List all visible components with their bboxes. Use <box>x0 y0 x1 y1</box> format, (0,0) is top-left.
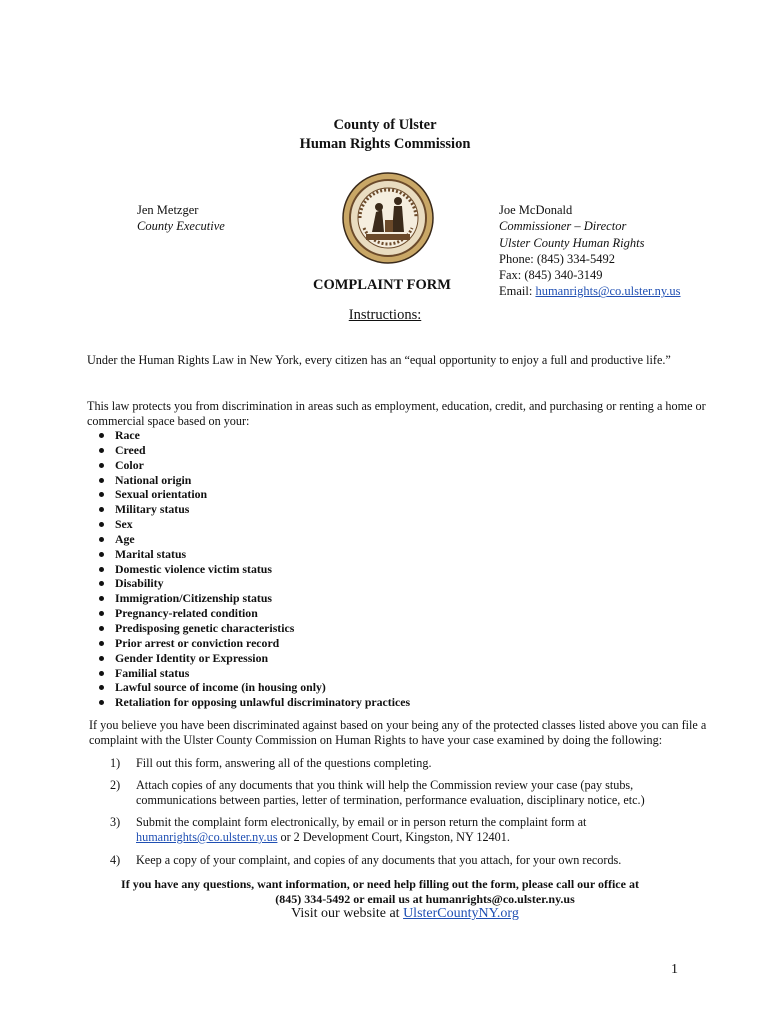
steps-list <box>110 756 710 876</box>
protected-class-item <box>98 666 410 681</box>
protected-class-item <box>98 680 410 695</box>
visit-text: Visit our website at <box>291 906 404 921</box>
director-fax: Fax: (845) 340-3149 <box>499 268 603 283</box>
director-block <box>499 202 681 300</box>
questions-note <box>0 877 770 907</box>
bullet-icon <box>99 700 104 705</box>
bullet-icon <box>99 448 104 453</box>
protected-class-label: Gender Identity or Expression <box>115 650 269 665</box>
protected-class-item <box>98 473 410 488</box>
step-number: 2) <box>110 778 121 792</box>
step-text-post: or 2 Development Court, Kingston, NY 12401. <box>277 830 510 844</box>
protected-class-item <box>98 502 410 517</box>
bullet-icon <box>99 656 104 661</box>
believe-paragraph: If you believe you have been discriminated against based on your being any of the protected classes listed above you can file a complaint with the Ulster County Commission on Human Rights to have your case examined by doing the following: <box>89 718 707 747</box>
document-header <box>0 116 770 154</box>
step-text: Keep a copy of your complaint, and copies of any documents that you attach, for your own records. <box>136 853 622 867</box>
protected-class-item <box>98 532 410 547</box>
protected-class-item <box>98 695 410 710</box>
step-text: Attach copies of any documents that you think will help the Commission review your case (pay stubs, communications between parties, letter of termination, performance evaluation, disciplinary notice, etc.) <box>136 778 645 807</box>
bullet-icon <box>99 626 104 631</box>
director-email-link[interactable]: humanrights@co.ulster.ny.us <box>535 284 681 299</box>
protected-class-item <box>98 487 410 502</box>
protected-class-label: Pregnancy-related condition <box>115 606 258 621</box>
bullet-icon <box>99 433 104 438</box>
bullet-icon <box>99 492 104 497</box>
step-item <box>110 756 690 771</box>
step-text-pre: Submit the complaint form electronically, by email or in person return the complaint form at <box>136 815 587 829</box>
bullet-icon <box>99 522 104 527</box>
protected-classes-list <box>98 428 410 710</box>
protected-class-item <box>98 621 410 636</box>
protected-class-item <box>98 562 410 577</box>
executive-title: County Executive <box>137 219 225 233</box>
director-title: Commissioner – Director <box>499 219 627 234</box>
bullet-icon <box>99 463 104 468</box>
protected-class-item <box>98 636 410 651</box>
protected-class-item <box>98 547 410 562</box>
protects-paragraph: This law protects you from discrimination in areas such as employment, education, credit, and purchasing or renting a home or commercial space based on your: <box>87 399 706 428</box>
bullet-icon <box>99 641 104 646</box>
protected-class-item <box>98 591 410 606</box>
executive-block <box>137 202 225 234</box>
protected-class-label: Marital status <box>115 546 187 561</box>
protected-class-item <box>98 517 410 532</box>
form-title: COMPLAINT FORM <box>313 277 451 293</box>
director-phone: Phone: (845) 334-5492 <box>499 251 615 266</box>
county-seal-icon <box>342 172 434 264</box>
protected-class-label: Lawful source of income (in housing only) <box>115 680 326 695</box>
bullet-icon <box>99 581 104 586</box>
protected-class-label: Familial status <box>115 665 190 680</box>
bullet-icon <box>99 596 104 601</box>
step-text: Fill out this form, answering all of the questions completing. <box>136 756 432 770</box>
bullet-icon <box>99 552 104 557</box>
step-item <box>110 778 690 808</box>
protected-class-item <box>98 428 410 443</box>
step-item <box>110 853 690 868</box>
protected-class-label: Creed <box>115 442 146 457</box>
protected-class-item <box>98 651 410 666</box>
commission-name: Human Rights Commission <box>299 136 471 152</box>
protected-class-label: National origin <box>115 472 192 487</box>
step-email-link[interactable]: humanrights@co.ulster.ny.us <box>136 830 278 844</box>
website-link[interactable]: UlsterCountyNY.org <box>403 906 519 921</box>
step-text <box>136 815 690 845</box>
bullet-icon <box>99 537 104 542</box>
protected-class-label: Sex <box>115 517 133 532</box>
protected-class-label: Sexual orientation <box>115 487 208 502</box>
director-name: Joe McDonald <box>499 203 573 217</box>
protected-class-label: Predisposing genetic characteristics <box>115 620 295 635</box>
bullet-icon <box>99 567 104 572</box>
protected-class-item <box>98 443 410 458</box>
protected-class-label: Prior arrest or conviction record <box>115 635 280 650</box>
bullet-icon <box>99 671 104 676</box>
protected-class-label: Military status <box>115 502 190 517</box>
protected-class-item <box>98 606 410 621</box>
protected-class-label: Disability <box>115 576 164 591</box>
instructions-heading <box>0 307 770 324</box>
protected-class-label: Color <box>115 457 144 472</box>
protected-class-item <box>98 458 410 473</box>
protected-class-label: Age <box>115 531 135 546</box>
instructions-heading-text: Instructions: <box>348 307 422 323</box>
protected-class-label: Race <box>115 428 140 442</box>
step-number: 3) <box>110 815 121 829</box>
step-number: 4) <box>110 853 121 867</box>
step-item <box>110 815 690 845</box>
director-org: Ulster County Human Rights <box>499 235 645 250</box>
protected-class-label: Domestic violence victim status <box>115 561 272 576</box>
protected-class-label: Retaliation for opposing unlawful discriminatory practices <box>115 695 411 710</box>
bullet-icon <box>99 611 104 616</box>
executive-name: Jen Metzger <box>137 203 199 217</box>
intro-paragraph: Under the Human Rights Law in New York, every citizen has an “equal opportunity to enjoy a full and productive life.” <box>87 353 671 367</box>
bullet-icon <box>99 507 104 512</box>
step-number: 1) <box>110 756 121 770</box>
page-number: 1 <box>671 962 678 977</box>
protected-class-label: Immigration/Citizenship status <box>115 591 272 606</box>
bullet-icon <box>99 685 104 690</box>
email-label: Email: <box>499 284 536 299</box>
questions-line-2: (845) 334-5492 or email us at humanrights@co.ulster.ny.us <box>275 892 575 906</box>
county-name: County of Ulster <box>333 117 437 133</box>
director-email-line <box>499 283 681 299</box>
visit-line <box>0 906 770 922</box>
protected-class-item <box>98 576 410 591</box>
questions-line-1: If you have any questions, want information, or need help filling out the form, please call our office at <box>121 877 639 891</box>
bullet-icon <box>99 478 104 483</box>
